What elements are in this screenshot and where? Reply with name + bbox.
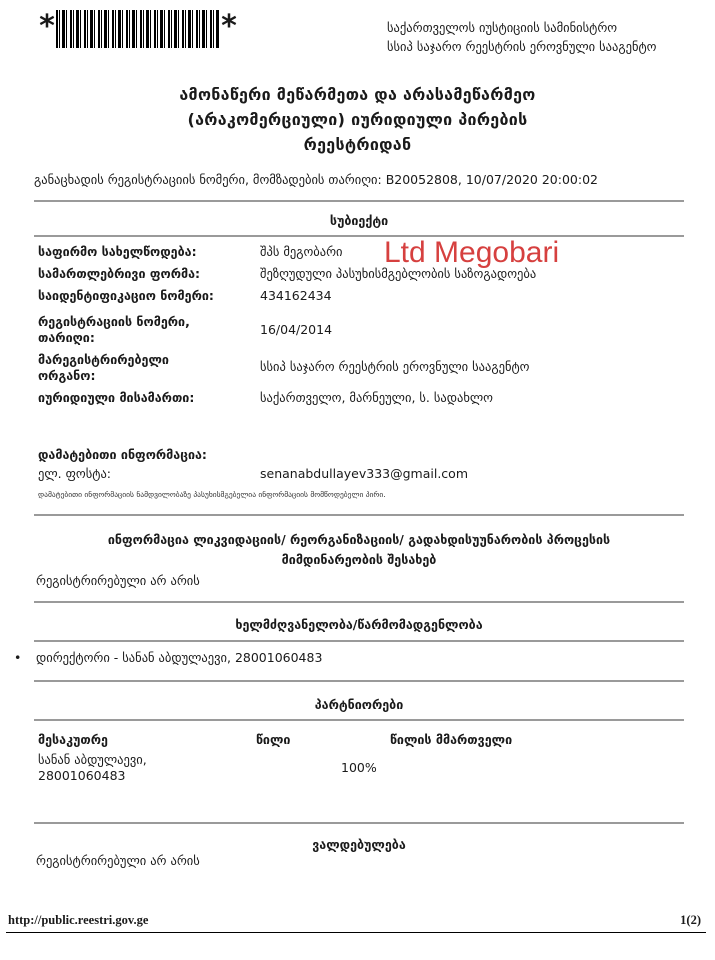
subject-fields bbox=[38, 244, 678, 412]
field-row bbox=[38, 352, 678, 390]
email-value: senanabdullayev333@gmail.com bbox=[260, 466, 468, 481]
section-title-partners: პარტნიორები bbox=[314, 697, 404, 712]
divider bbox=[34, 640, 684, 642]
divider bbox=[34, 235, 684, 237]
owner-name: სანან აბდულაევი, bbox=[38, 752, 147, 767]
application-number-line: განაცხადის რეგისტრაციის ნომერი, მომზადების თარიღი: B20052808, 10/07/2020 20:00:02 bbox=[34, 172, 598, 187]
field-value: შეზღუდული პასუხისმგებლობის საზოგადოება bbox=[260, 266, 537, 281]
divider bbox=[34, 680, 684, 682]
field-label: საფირმო სახელწოდება: bbox=[38, 244, 197, 259]
barcode-start-char: * bbox=[38, 9, 57, 44]
field-label: საიდენტიფიკაციო ნომერი: bbox=[38, 288, 214, 303]
column-header-owner: მესაკუთრე bbox=[38, 732, 108, 747]
field-row bbox=[38, 266, 678, 288]
bullet-marker: • bbox=[14, 650, 22, 665]
page-number: 1(2) bbox=[680, 913, 701, 927]
additional-info-title: დამატებითი ინფორმაცია: bbox=[38, 447, 207, 462]
field-label: რეგისტრაციის ნომერი, თარიღი: bbox=[38, 314, 190, 345]
title-line-2: (არაკომერციული) იურიდიული პირების bbox=[187, 110, 528, 129]
agency-header bbox=[387, 18, 687, 56]
divider bbox=[34, 200, 684, 202]
field-value: 434162434 bbox=[260, 288, 332, 303]
disclaimer-note: დამატებითი ინფორმაციის ნამდვილობაზე პასუხისმგებელია ინფორმაციის მომწოდებელი პირი. bbox=[38, 490, 386, 499]
handwritten-company-name: Ltd Megobari bbox=[384, 236, 560, 269]
ministry-name: საქართველოს იუსტიციის სამინისტრო bbox=[387, 20, 618, 35]
section-title-management: ხელმძღვანელობა/წარმომადგენლობა bbox=[235, 617, 483, 632]
column-header-share: წილი bbox=[256, 732, 291, 747]
field-label: სამართლებრივი ფორმა: bbox=[38, 266, 201, 281]
section-title-obligations: ვალდებულება bbox=[312, 837, 406, 852]
field-row bbox=[38, 244, 678, 266]
field-label: იურიდიული მისამართი: bbox=[38, 390, 195, 405]
share-value: 100% bbox=[341, 760, 377, 775]
divider bbox=[34, 514, 684, 516]
owner-id: 28001060483 bbox=[38, 768, 126, 783]
field-row bbox=[38, 314, 678, 352]
document-title bbox=[60, 82, 655, 157]
field-label: მარეგისტრირებელი ორგანო: bbox=[38, 352, 169, 383]
field-value: შპს მეგობარი bbox=[260, 244, 343, 259]
barcode-end-char: * bbox=[220, 9, 239, 44]
liquidation-title-line-2: მიმდინარეობის შესახებ bbox=[281, 552, 437, 567]
director-entry: დირექტორი - სანან აბდულაევი, 28001060483 bbox=[36, 650, 323, 665]
section-title-subject: სუბიექტი bbox=[329, 213, 389, 228]
field-row bbox=[38, 288, 678, 314]
liquidation-title-line-1: ინფორმაცია ლიკვიდაციის/ რეორგანიზაციის/ გადახდისუუნარობის პროცესის bbox=[107, 532, 611, 547]
divider bbox=[34, 719, 684, 721]
divider bbox=[34, 601, 684, 603]
footer-url-link[interactable]: http://public.reestri.gov.ge bbox=[8, 913, 149, 927]
obligations-status: რეგისტრირებული არ არის bbox=[36, 853, 200, 868]
title-line-3: რეესტრიდან bbox=[303, 135, 412, 154]
email-row bbox=[38, 466, 678, 481]
field-value: საქართველო, მარნეული, ს. სადახლო bbox=[260, 390, 493, 405]
column-header-manager: წილის მმართველი bbox=[390, 732, 513, 747]
liquidation-status: რეგისტრირებული არ არის bbox=[36, 573, 200, 588]
field-row bbox=[38, 390, 678, 412]
barcode bbox=[38, 10, 238, 48]
field-value: სსიპ საჯარო რეესტრის ეროვნული სააგენტო bbox=[260, 359, 530, 374]
barcode-bars bbox=[56, 10, 220, 48]
agency-name: სსიპ საჯარო რეესტრის ეროვნული სააგენტო bbox=[387, 39, 657, 54]
email-label: ელ. ფოსტა: bbox=[38, 466, 112, 481]
footer-rule bbox=[6, 932, 706, 933]
divider bbox=[34, 822, 684, 824]
list-item bbox=[14, 650, 322, 665]
title-line-1: ამონაწერი მეწარმეთა და არასამეწარმეო bbox=[179, 85, 536, 104]
section-title-liquidation bbox=[34, 530, 684, 570]
field-value: 16/04/2014 bbox=[260, 322, 333, 337]
